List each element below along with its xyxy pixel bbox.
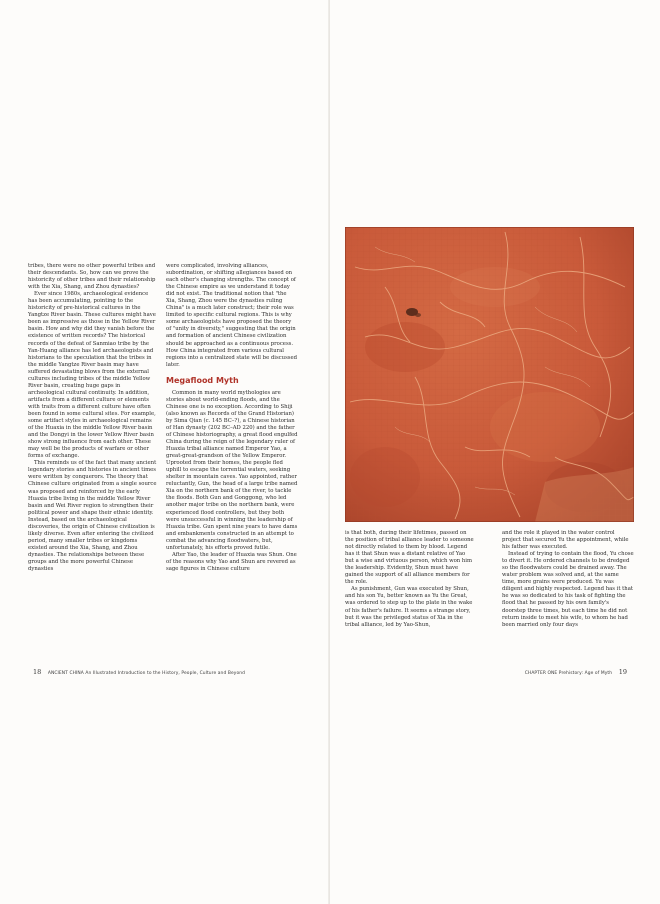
paragraph: were complicated, involving alliances, subordination, or shifting allegiances based on each other's changing strengths. The concept of the Chinese empire as we understand it today did not exist. The traditional notion that "the Xia, Shang, Zhou were the dynasties ruling China" is a much later construct; their role was limited to specific cultural regions. This is why some archaeologists have proposed the theory of "unity in diversity," suggesting that the origin and formation of ancient Chinese civilization should be approached as a continuous process. How China integrated from various cultural regions into a centralized state will be discussed later.: [166, 263, 298, 368]
left-folio: [28, 669, 245, 677]
page-number: 18: [33, 668, 42, 676]
paragraph: and the role it played in the water control project that secured Yu the appointment, while his father was executed.: [502, 530, 629, 551]
paragraph: Ever since 1980s, archaeological evidence has been accumulating, pointing to the historicity of pre-historical cultures in the Yangtze River basin. These cultures might have been as impressive as those in the Yellow River basin. How and why did they vanish before the existence of written records? The historical records of the defeat of Sanmiao tribe by the Yan-Huang alliance has led archaeologists and historians to the speculation that the tribes in the middle Yangtze River basin may have suffered devastating blows from the external cultures including tribes of the middle Yellow River basin, creating huge gaps in archeological cultural continuity. In addition, artifacts from a different culture or elements with traits from a different culture have often been found in some cultural sites. For example, some artifact styles in archaeological remains of the Huaxia in the middle Yellow River basin and the Dongyi in the lower Yellow River basin show strong influence from each other. These may well be the products of warfare or other forms of exchange.: [28, 291, 156, 460]
paragraph: Common in many world mythologies are stories about world-ending floods, and the Chinese one is no exception. According to Shiji (also known as Records of the Grand Historian) by Sima Qian (c. 145 BC–?), a Chinese historian of Han dynasty (202 BC–AD 220) and the father of Chinese historiography, a great flood engulfed China during the reign of the legendary ruler of Huaxia tribal alliance named Emperor Yao, a great-great-grandson of the Yellow Emperor. Uprooted from their homes, the people fled uphill to escape the torrential waters, seeking shelter in mountain caves. Yao appointed, rather reluctantly, Gun, the head of a large tribe named Xia on the northern bank of the river, to tackle the floods. Both Gun and Gonggong, who led another major tribe on the northern bank, were experienced flood controllers, but they both were unsuccessful in winning the leadership of Huaxia tribe. Gun spent nine years to have dams and embankments constructed in an attempt to combat the advancing floodwaters, but, unfortunately, his efforts proved futile.: [166, 389, 298, 551]
section-heading: Megaflood Myth: [166, 375, 239, 385]
left-column-1: [28, 263, 158, 573]
right-column-1: [345, 530, 475, 629]
running-head: ANCIENT CHINA An Illustrated Introduction to the History, People, Culture and Beyond: [47, 671, 245, 676]
paragraph: As punishment, Gun was executed by Shun, and his son Yu, better known as Yu the Great, was ordered to step up to the plate in the wake of his father's failure. It seems a strange story, but it was the privileged status of Xia in the tribal alliance, led by Yao-Shun,: [345, 586, 473, 628]
paragraph: Instead of trying to contain the flood, Yu chose to divert it. He ordered channels to be dredged so the floodwaters could be drained away. The water problem was solved and, at the same time, more grains were produced. Yu was diligent and highly respected. Legend has it that he was so dedicated to his task of fighting the flood that he passed by his own family's doorstep three times, but each time he did not return inside to meet his wife, to whom he had been married only four days: [502, 551, 634, 628]
right-folio: [525, 669, 632, 677]
paragraph: is that both, during their lifetimes, passed on the position of tribal alliance leader to someone not directly related to them by blood. Legend has it that Shun was a distant relative of Yao but a wise and virtuous person, which won him the leadership. Evidently, Shun must have gained the support of all alliance members for the role.: [345, 530, 474, 586]
left-column-2: [166, 263, 298, 573]
ancient-map-image: [345, 227, 634, 522]
right-column-2: [502, 530, 634, 629]
running-head: CHAPTER ONE Prehistory: Age of Myth: [524, 671, 613, 676]
paragraph: After Yao, the leader of Huaxia was Shun. One of the reasons why Yao and Shun are revered as sage figures in Chinese culture: [166, 551, 297, 572]
paragraph: tribes, there were no other powerful tribes and their descendants. So, how can we prove the historicity of other tribes and their relationship with the Xia, Shang, and Zhou dynasties?: [28, 263, 156, 291]
page-number: 19: [618, 668, 627, 676]
paragraph: This reminds us of the fact that many ancient legendary stories and histories in ancient times were written by conquerors. The theory that Chinese culture originated from a single source was proposed and reinforced by the early Huaxia tribe living in the middle Yellow River basin and Wei River region to strengthen their political power and shape their ethnic identity. Instead, based on the archaeological discoveries, the origin of Chinese civilization is likely diverse. Even after entering the civilized period, many smaller tribes or kingdoms existed around the Xia, Shang, and Zhou dynasties. The relationships between these groups and the more powerful Chinese dynasties: [28, 460, 157, 573]
